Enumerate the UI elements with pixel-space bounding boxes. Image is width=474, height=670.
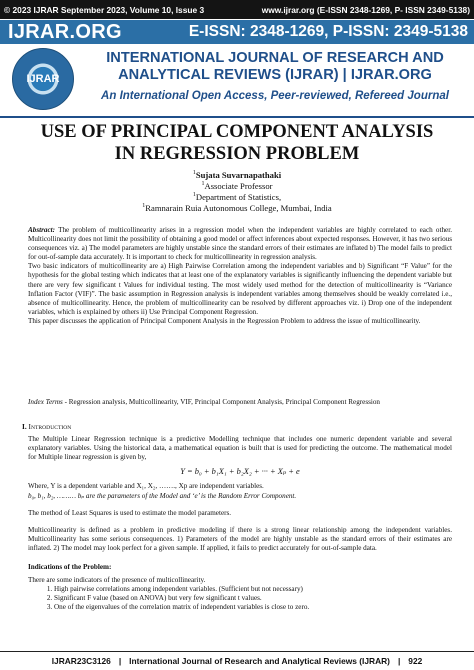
author-sup: 1 — [192, 170, 196, 177]
section-introduction — [22, 422, 452, 613]
footer-separator: | — [397, 656, 401, 666]
index-terms-text: - Regression analysis, Multicollinearity, VIF, Principal Component Analysis, Principal Component Regression — [62, 398, 380, 406]
journal-tagline: An International Open Access, Peer-reviewed, Refereed Journal — [101, 90, 449, 102]
banner-divider — [0, 116, 474, 118]
journal-brand-bar — [0, 20, 474, 44]
author-affiliation-1: Associate Professor — [204, 181, 273, 191]
header-website-issn: www.ijrar.org (E-ISSN 2348-1269, P- ISSN 2349-5138) — [261, 4, 470, 15]
footer-paper-code: IJRAR23C3126 — [51, 656, 111, 666]
page-footer — [0, 651, 474, 670]
section-heading-rest: NTRODUCTION — [30, 425, 72, 431]
list-item: 1. High pairwise correlations among independent variables. (Sufficient but not necessary) — [54, 585, 452, 594]
journal-brand: IJRAR.ORG — [8, 20, 122, 43]
journal-name-line1: INTERNATIONAL JOURNAL OF RESEARCH AND — [106, 50, 444, 66]
intro-paragraph-4: The method of Least Squares is used to estimate the model parameters. — [28, 508, 232, 517]
intro-paragraph-2: Where, Y is a dependent variable and X₁, X₂, ……., Xp are independent variables. — [28, 482, 264, 491]
index-terms-label: Index Terms — [28, 398, 63, 406]
abstract-p2: Two basic indicators of multicollinearity are a) High Pairwise Correlation among the independent variables and b) Significant “F Value” for the hypothesis for the global testing which indicates that at least one of the explanatory variables is significantly influencing the dependent variable but there are very few significant t Values for individual testing. The most widely used method for the detection of multicollinearity is “Variance Inflation Factor (VIF)”. The basic assumption in Regression analysis is independent variables among themselves should be weakly correlated i.e., absence of multicollinearity. Hence, the problem of multicollinearity can be resolved by different approaches viz. i) Drop one of the independent variables, which is explained by others ii) Use Principal Component Regression. — [28, 262, 452, 316]
section-heading-initial: I — [28, 422, 31, 431]
abstract-p3: This paper discusses the application of Principal Component Analysis in the Regression Problem to address the issue of multicollinearity. — [28, 316, 421, 325]
affil3-sup: 1 — [142, 203, 146, 210]
footer-journal: International Journal of Research and Analytical Reviews (IJRAR) — [129, 656, 390, 666]
journal-issn: E-ISSN: 2348-1269, P-ISSN: 2349-5138 — [188, 23, 468, 40]
journal-name-line2: ANALYTICAL REVIEWS (IJRAR) | IJRAR.ORG — [118, 67, 432, 83]
intro-paragraph-5: Multicollinearity is defined as a problem in predictive modeling if there is a strong linear relationship among the independent variables. Multicollinearity has some serious consequences. 1) Parameters of the model are highly unstable as the standard errors of their estimates are inflated. 2) The model may look perfect for a given sample. If applied, it fails to predict accurately for out-of-sample data. — [28, 525, 452, 552]
intro-paragraph-3: b₀, b₁, b₂, ……… bₚ are the parameters of the Model and ‘e’ is the Random Error Component. — [28, 491, 297, 500]
author-affiliation-3: Ramnarain Ruia Autonomous College, Mumbai, India — [145, 203, 332, 213]
author-name: Sujata Suvarnapathaki — [195, 170, 282, 180]
indications-list — [28, 585, 452, 612]
section-number: I. — [22, 422, 29, 431]
indications-intro: There are some indicators of the presence of multicollinearity. — [28, 576, 206, 585]
affil2-sup: 1 — [192, 192, 196, 199]
author-block — [10, 170, 464, 214]
list-item: 3. One of the eigenvalues of the correlation matrix of independent variables is close to zero. — [54, 603, 452, 612]
abstract — [28, 226, 452, 326]
affil1-sup: 1 — [201, 181, 205, 188]
footer-page-number: 922 — [408, 656, 423, 666]
journal-name — [82, 50, 468, 84]
top-header-bar — [0, 0, 474, 19]
paper-title-line1: USE OF PRINCIPAL COMPONENT ANALYSIS — [40, 122, 434, 142]
logo-text: IJRAR — [26, 73, 60, 85]
regression-equation: Y = b₀ + b₁X₁ + b₂X₂ + ··· + Xₚ + e — [180, 467, 300, 477]
author-affiliation-2: Department of Statistics, — [195, 192, 282, 202]
intro-paragraph-1: The Multiple Linear Regression technique is a predictive Modelling technique that includes one numeric dependent variable and several explanatory variables. Using the historical data, a mathematical equation is built that is used for predicting the outcome. The mathematical model for Multiple linear regression is given by, — [28, 435, 452, 462]
index-terms — [28, 398, 452, 407]
indications-heading: Indications of the Problem: — [28, 563, 112, 572]
footer-separator: | — [118, 656, 122, 666]
paper-title — [10, 121, 464, 165]
journal-logo-icon — [12, 48, 74, 110]
list-item: 2. Significant F value (based on ANOVA) but very few significant t values. — [54, 594, 452, 603]
header-issue-info: © 2023 IJRAR September 2023, Volume 10, Issue 3 — [4, 4, 205, 15]
abstract-label: Abstract: — [28, 226, 55, 234]
section-heading — [22, 422, 452, 433]
paper-title-line2: IN REGRESSION PROBLEM — [114, 144, 360, 164]
abstract-p1: The problem of multicollinearity arises in a regression model when the independent variables are highly correlated to each other. Multicollinearity does not limit the possibility of obtaining a good model or affect inferences about expected responses. However, it has two serious consequences viz. a) The model parameters are highly unstable since the standard errors of their estimates are inflated b) The model fails to predict for out-of-sample data accurately. It is important to check for multicollinearity in regression analysis. — [28, 226, 452, 262]
